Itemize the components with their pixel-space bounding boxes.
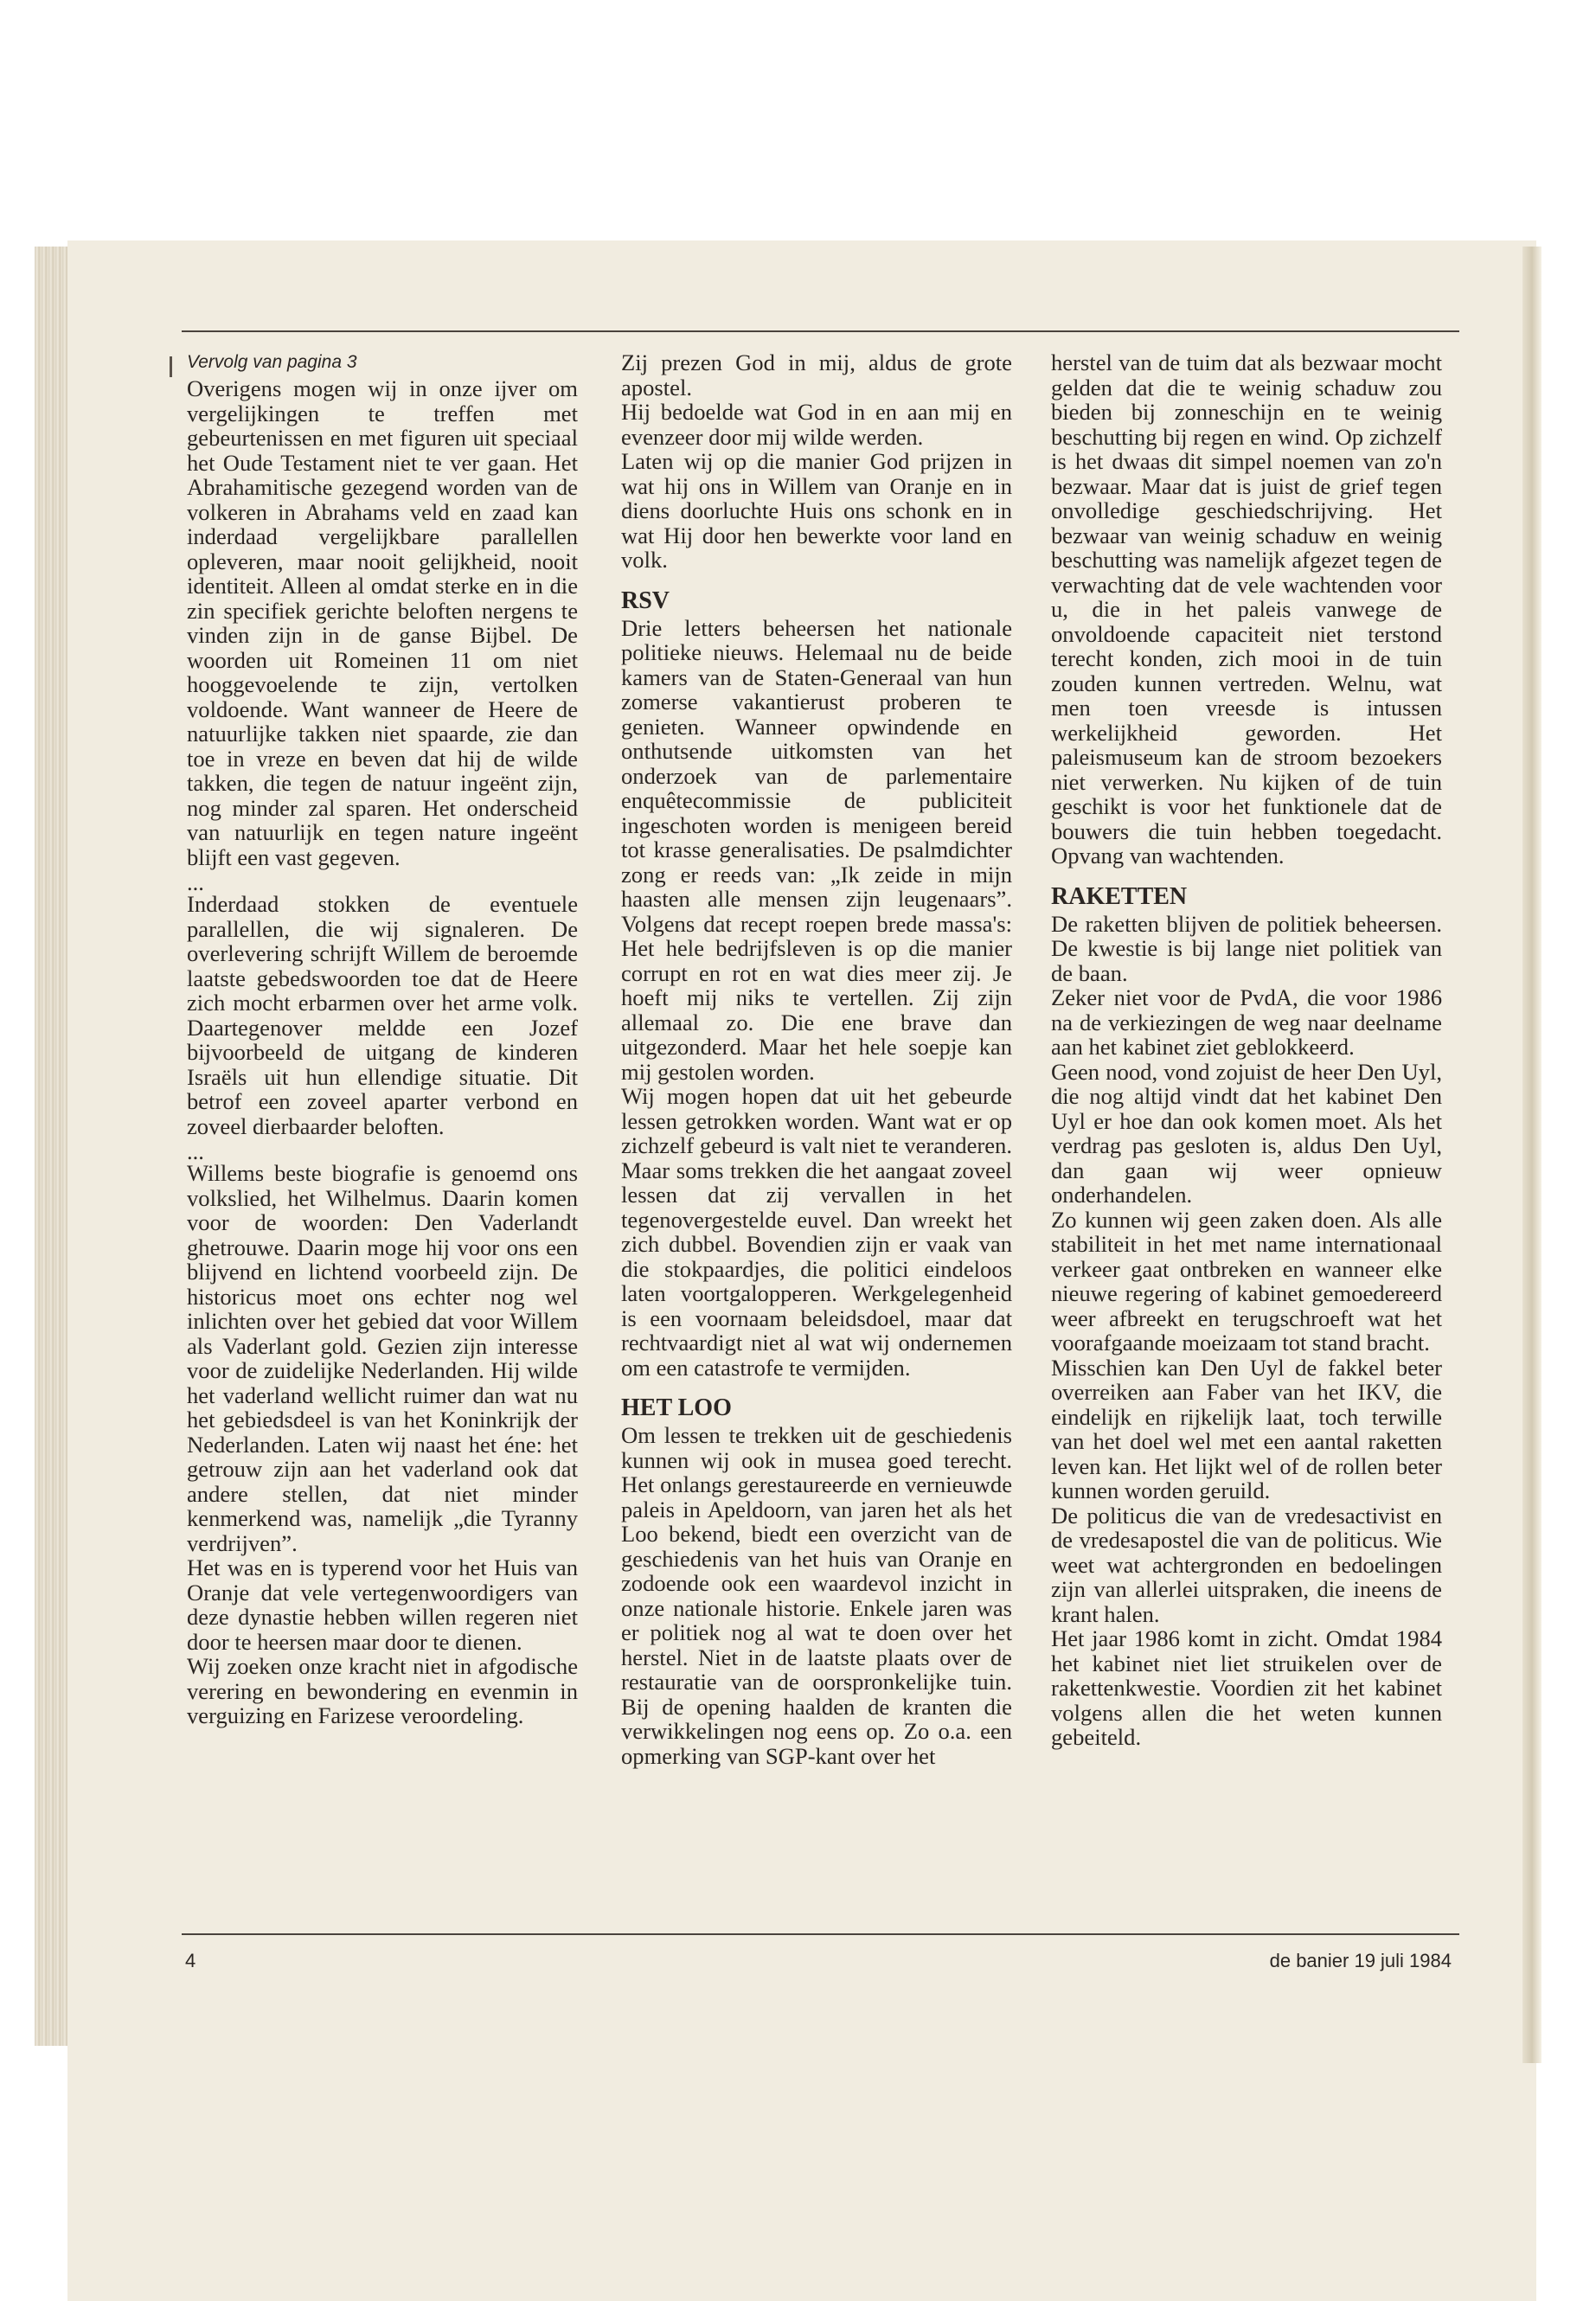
section-break: ... <box>187 1138 204 1164</box>
book-gutter-edge <box>1522 247 1542 2063</box>
section-break: ... <box>187 869 204 895</box>
top-rule <box>182 330 1459 332</box>
paragraph: Om lessen te trekken uit de geschiedenis kunnen wij ook in musea goed terecht. Het onlangs gerestaureerde en vernieuwde paleis in Apeldoorn, van jaren het als het Loo bekend, biedt een overzicht van de geschiedenis van het huis van Oranje en zodoende ook een waardevol inzicht in onze nationale historie. Enkele jaren was er politiek nog al wat te doen over het herstel. Niet in de laatste plaats over de restauratie van de oorspronkelijke tuin. Bij de opening haalden de kranten die verwikkelingen nog eens op. Zo o.a. een opmerking van SGP-kant over het <box>621 1422 1012 1769</box>
paragraph: Het jaar 1986 komt in zicht. Omdat 1984 het kabinet niet liet struikelen over de rakettenkwestie. Voordien zit het kabinet volgens allen die het weten kunnen gebeiteld. <box>1051 1625 1442 1750</box>
paragraph: Drie letters beheersen het nationale politieke nieuws. Helemaal nu de beide kamers van de Staten-Generaal van hun zomerse vakantierust proberen te genieten. Wanneer opwindende en onthutsende uitkomsten van het onderzoek van de parlementaire enquêtecommissie de publiciteit ingeschoten worden is menigeen bereid tot krasse generalisaties. De psalmdichter zong er reeds van: „Ik zeide in mijn haasten alle mensen zijn leugenaars”. Volgens dat recept roepen brede massa's: Het hele bedrijfsleven is op die manier corrupt en rot en wat dies meer zij. Je hoeft mij niks te vertellen. Zij zijn allemaal zo. Die ene brave dan uitgezonderd. Maar het hele soepje kan mij gestolen worden. <box>621 614 1012 1085</box>
article-column-3 <box>1051 350 1442 1750</box>
paragraph: Zeker niet voor de PvdA, die voor 1986 na de verkiezingen de weg naar deelname aan het kabinet ziet geblokkeerd. <box>1051 984 1442 1060</box>
page-number: 4 <box>185 1950 196 1971</box>
section-heading: RSV <box>621 586 670 614</box>
article-column-1 <box>187 350 578 1728</box>
margin-mark <box>170 356 172 377</box>
paragraph: De politicus die van de vredesactivist en de vredesapostel die van de politicus. Wie weet wat achtergronden en bedoelingen zijn van allerlei uitspraken, die ineens de krant halen. <box>1051 1502 1442 1627</box>
publication-date: de banier 19 juli 1984 <box>1269 1950 1452 1971</box>
book-page-edges <box>35 247 71 2046</box>
paragraph: Het was en is typerend voor het Huis van Oranje dat vele vertegenwoordigers van deze dynastie hebben willen regeren niet door te heersen maar door te dienen. <box>187 1554 578 1655</box>
paragraph: Laten wij op die manier God prijzen in wat hij ons in Willem van Oranje en in diens doorluchte Huis ons schonk en in wat Hij door hen bewerkte voor land en volk. <box>621 448 1012 573</box>
section-heading: HET LOO <box>621 1394 732 1421</box>
paragraph: Misschien kan Den Uyl de fakkel beter overreiken aan Faber van het IKV, die eindelijk en rijkelijk laat, toch terwille van het doel wel met een aantal raketten leven kan. Het lijkt wel of de rollen beter kunnen worden geruild. <box>1051 1354 1442 1503</box>
paragraph: Hij bedoelde wat God in en aan mij en evenzeer door mij wilde werden. <box>621 399 1012 450</box>
paragraph: De raketten blijven de politiek beheersen. De kwestie is bij lange niet politiek van de baan. <box>1051 910 1442 986</box>
continuation-note: Vervolg van pagina 3 <box>187 352 357 372</box>
section-heading: RAKETTEN <box>1051 882 1188 910</box>
paragraph: Zo kunnen wij geen zaken doen. Als alle stabiliteit in het met name internationaal verkeer gaat ontbreken en wanneer elke nieuwe regering of kabinet gemoedereerd weer afbreekt en terugschroeft wat het voorafgaande moeizaam tot stand bracht. <box>1051 1206 1442 1356</box>
paragraph: Overigens mogen wij in onze ijver om vergelijkingen te treffen met gebeurtenissen en met figuren uit speciaal het Oude Testament niet te ver gaan. Het Abrahamitische gezegend worden van de volkeren in Abrahams veld en zaad kan inderdaad vergelijkbare parallellen opleveren, maar nooit gelijkheid, nooit identiteit. Alleen al omdat sterke en in die zin specifiek gerichte beloften nergens te vinden zijn in de ganse Bijbel. De woorden uit Romeinen 11 om niet hooggevoelende te zijn, vertolken voldoende. Want wanneer de Heere de natuurlijke takken niet spaarde, zie dan toe in vreze en beven dat hij de wilde takken, die tegen de natuur ingeënt zijn, nog minder zal sparen. Het onderscheid van natuurlijk en tegen nature ingeënt blijft een vast gegeven. <box>187 375 578 870</box>
paragraph: Wij mogen hopen dat uit het gebeurde lessen getrokken worden. Want wat er op zichzelf gebeurd is valt niet te veranderen. Maar soms trekken die het aangaat zoveel lessen dat zij vervallen in het tegenovergestelde euvel. Dan wreekt het zich dubbel. Bovendien zijn er vaak van die stokpaardjes, die politici eindeloos laten voortgalopperen. Werkgelegenheid is een voornaam beleidsdoel, maar dat rechtvaardigt niet al wat wij ondernemen om een catastrofe te vermijden. <box>621 1083 1012 1381</box>
paragraph: Willems beste biografie is genoemd ons volkslied, het Wilhelmus. Daarin komen voor de woorden: Den Vaderlandt ghetrouwe. Daarin moge hij voor ons een blijvend en lichtend voorbeeld zijn. De historicus moet ons echter nog wel inlichten over het gebied dat voor Willem als Vaderlant gold. Gezien zijn interesse voor de zuidelijke Nederlanden. Hij wilde het vaderland wellicht ruimer dan wat nu het gebiedsdeel is van het Koninkrijk der Nederlanden. Laten wij naast het éne: het getrouw zijn aan het vaderland ook dat andere stellen, dat niet minder kenmerkend was, namelijk „die Tyranny verdrijven”. <box>187 1160 578 1556</box>
paragraph: Inderdaad stokken de eventuele parallellen, die wij signaleren. De overlevering schrijft Willem de beroemde laatste gebedswoorden toe dat de Heere zich mocht erbarmen over het arme volk. Daartegenover meldde een Jozef bijvoorbeeld de uitgang de kinderen Israëls uit hun ellendige situatie. Dit betrof een zoveel aparter verbond en zoveel dierbaarder beloften. <box>187 891 578 1139</box>
paragraph: Geen nood, vond zojuist de heer Den Uyl, die nog altijd vindt dat het kabinet Den Uyl er hoe dan ook komen moet. Als het verdrag pas gesloten is, aldus Den Uyl, dan gaan wij weer opnieuw onderhandelen. <box>1051 1058 1442 1208</box>
paragraph: Wij zoeken onze kracht niet in afgodische verering en bewondering en evenmin in verguizing en Farizese veroordeling. <box>187 1653 578 1728</box>
bottom-rule <box>182 1933 1459 1935</box>
paragraph: herstel van de tuim dat als bezwaar mocht gelden dat die te weinig schaduw zou bieden bij zonneschijn en te weinig beschutting bij regen en wind. Op zichzelf is het dwaas dit simpel noemen van zo'n bezwaar. Maar dat is juist de grief tegen onvolledige geschiedschrijving. Het bezwaar van weinig schaduw en weinig beschutting was namelijk afgezet tegen de verwachting dat de vele wachtenden voor u, die in het paleis vanwege de onvoldoende capaciteit niet terstond terecht konden, zich mooi in de tuin zouden kunnen vertreden. Welnu, wat men toen vreesde is intussen werkelijkheid geworden. Het paleismuseum kan de stroom bezoekers niet verwerken. Nu kijken of de tuin geschikt is voor het funktionele dat de bouwers die tuin hebben toegedacht. Opvang van wachtenden. <box>1051 349 1442 868</box>
paragraph: Zij prezen God in mij, aldus de grote apostel. <box>621 349 1012 401</box>
article-column-2 <box>621 350 1012 1768</box>
